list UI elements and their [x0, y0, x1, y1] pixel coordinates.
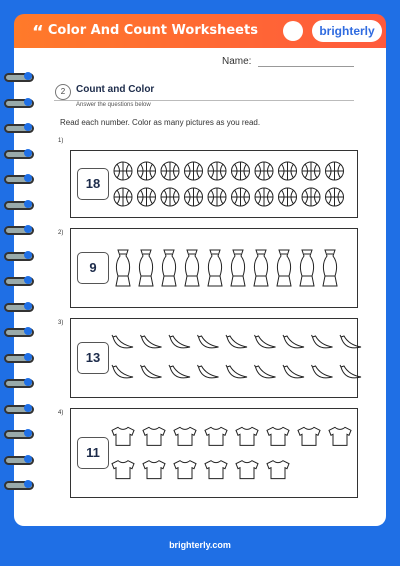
target-number: 18	[77, 168, 109, 200]
t-shirt-icon[interactable]	[298, 427, 320, 445]
banana-icon[interactable]	[312, 365, 333, 378]
t-shirt-icon[interactable]	[112, 427, 134, 445]
worksheet-title: “ Color And Count Worksheets	[32, 22, 258, 43]
banana-icon[interactable]	[340, 335, 361, 348]
header-bar	[14, 14, 386, 48]
brand-logo: brighterly	[312, 20, 382, 42]
banana-icon[interactable]	[112, 335, 133, 348]
banana-icon[interactable]	[255, 365, 276, 378]
decor-circle	[283, 21, 303, 41]
basketball-icon[interactable]	[185, 188, 203, 206]
banana-icon[interactable]	[312, 335, 333, 348]
basketball-icon[interactable]	[208, 188, 226, 206]
name-label: Name:	[222, 56, 252, 67]
banana-icon[interactable]	[112, 365, 133, 378]
binding-ring-icon	[4, 198, 34, 210]
t-shirt-icon[interactable]	[143, 427, 165, 445]
binding-ring-icon	[4, 478, 34, 490]
vase-icon[interactable]	[277, 250, 291, 286]
basketball-icon[interactable]	[185, 162, 203, 180]
t-shirt-icon[interactable]	[329, 427, 351, 445]
spiral-binding	[4, 70, 36, 500]
binding-ring-icon	[4, 453, 34, 465]
banana-icon[interactable]	[283, 335, 304, 348]
banana-icon[interactable]	[226, 365, 247, 378]
binding-ring-icon	[4, 121, 34, 133]
basketball-icon[interactable]	[232, 188, 250, 206]
basketball-icon[interactable]	[255, 162, 273, 180]
banana-icon[interactable]	[255, 335, 276, 348]
binding-ring-icon	[4, 300, 34, 312]
basketball-icon[interactable]	[302, 188, 320, 206]
banana-icon[interactable]	[340, 365, 361, 378]
instruction-text: Read each number. Color as many pictures as you read.	[60, 118, 261, 127]
question-box	[70, 228, 358, 308]
section-title: Count and Color	[76, 84, 155, 95]
vase-icon[interactable]	[300, 250, 314, 286]
basketball-icon[interactable]	[326, 188, 344, 206]
t-shirt-icon[interactable]	[236, 461, 258, 479]
t-shirt-icon[interactable]	[174, 427, 196, 445]
t-shirt-icon[interactable]	[112, 461, 134, 479]
t-shirt-icon[interactable]	[236, 427, 258, 445]
question-box	[70, 150, 358, 218]
basketball-icon[interactable]	[114, 162, 132, 180]
binding-ring-icon	[4, 351, 34, 363]
question-box	[70, 408, 358, 498]
binding-ring-icon	[4, 249, 34, 261]
banana-icon[interactable]	[283, 365, 304, 378]
section-divider	[54, 100, 354, 101]
basketball-icon[interactable]	[138, 162, 156, 180]
t-shirt-icon[interactable]	[143, 461, 165, 479]
basketball-icon[interactable]	[114, 188, 132, 206]
target-number: 11	[77, 437, 109, 469]
question-box	[70, 318, 358, 398]
binding-ring-icon	[4, 96, 34, 108]
vase-icon[interactable]	[323, 250, 337, 286]
question-label: 4)	[58, 410, 64, 416]
banana-icon[interactable]	[141, 335, 162, 348]
basketball-icon[interactable]	[161, 162, 179, 180]
vase-icon[interactable]	[139, 250, 153, 286]
vase-icon[interactable]	[116, 250, 130, 286]
pictures-to-color	[111, 409, 351, 497]
section-subtitle: Answer the questions below	[76, 102, 151, 108]
vase-icon[interactable]	[254, 250, 268, 286]
basketball-icon[interactable]	[255, 188, 273, 206]
question-label: 3)	[58, 320, 64, 326]
banana-icon[interactable]	[198, 365, 219, 378]
basketball-icon[interactable]	[161, 188, 179, 206]
target-number: 13	[77, 342, 109, 374]
banana-icon[interactable]	[169, 365, 190, 378]
t-shirt-icon[interactable]	[267, 461, 289, 479]
binding-ring-icon	[4, 376, 34, 388]
banana-icon[interactable]	[169, 335, 190, 348]
t-shirt-icon[interactable]	[205, 461, 227, 479]
basketball-icon[interactable]	[279, 188, 297, 206]
pictures-to-color	[111, 151, 351, 217]
t-shirt-icon[interactable]	[267, 427, 289, 445]
t-shirt-icon[interactable]	[174, 461, 196, 479]
basketball-icon[interactable]	[138, 188, 156, 206]
vase-icon[interactable]	[162, 250, 176, 286]
name-field[interactable]	[258, 66, 354, 67]
basketball-icon[interactable]	[302, 162, 320, 180]
basketball-icon[interactable]	[208, 162, 226, 180]
binding-ring-icon	[4, 274, 34, 286]
binding-ring-icon	[4, 172, 34, 184]
t-shirt-icon[interactable]	[205, 427, 227, 445]
binding-ring-icon	[4, 147, 34, 159]
binding-ring-icon	[4, 325, 34, 337]
question-label: 2)	[58, 230, 64, 236]
section-number: 2	[55, 84, 71, 100]
basketball-icon[interactable]	[232, 162, 250, 180]
pictures-to-color	[111, 319, 351, 397]
banana-icon[interactable]	[198, 335, 219, 348]
binding-ring-icon	[4, 402, 34, 414]
vase-icon[interactable]	[208, 250, 222, 286]
footer-url[interactable]: brighterly.com	[169, 540, 231, 550]
binding-ring-icon	[4, 223, 34, 235]
question-label: 1)	[58, 138, 64, 144]
binding-ring-icon	[4, 70, 34, 82]
vase-icon[interactable]	[231, 250, 245, 286]
banana-icon[interactable]	[226, 335, 247, 348]
pictures-to-color	[111, 229, 351, 307]
basketball-icon[interactable]	[326, 162, 344, 180]
banana-icon[interactable]	[141, 365, 162, 378]
vase-icon[interactable]	[185, 250, 199, 286]
target-number: 9	[77, 252, 109, 284]
binding-ring-icon	[4, 427, 34, 439]
basketball-icon[interactable]	[279, 162, 297, 180]
